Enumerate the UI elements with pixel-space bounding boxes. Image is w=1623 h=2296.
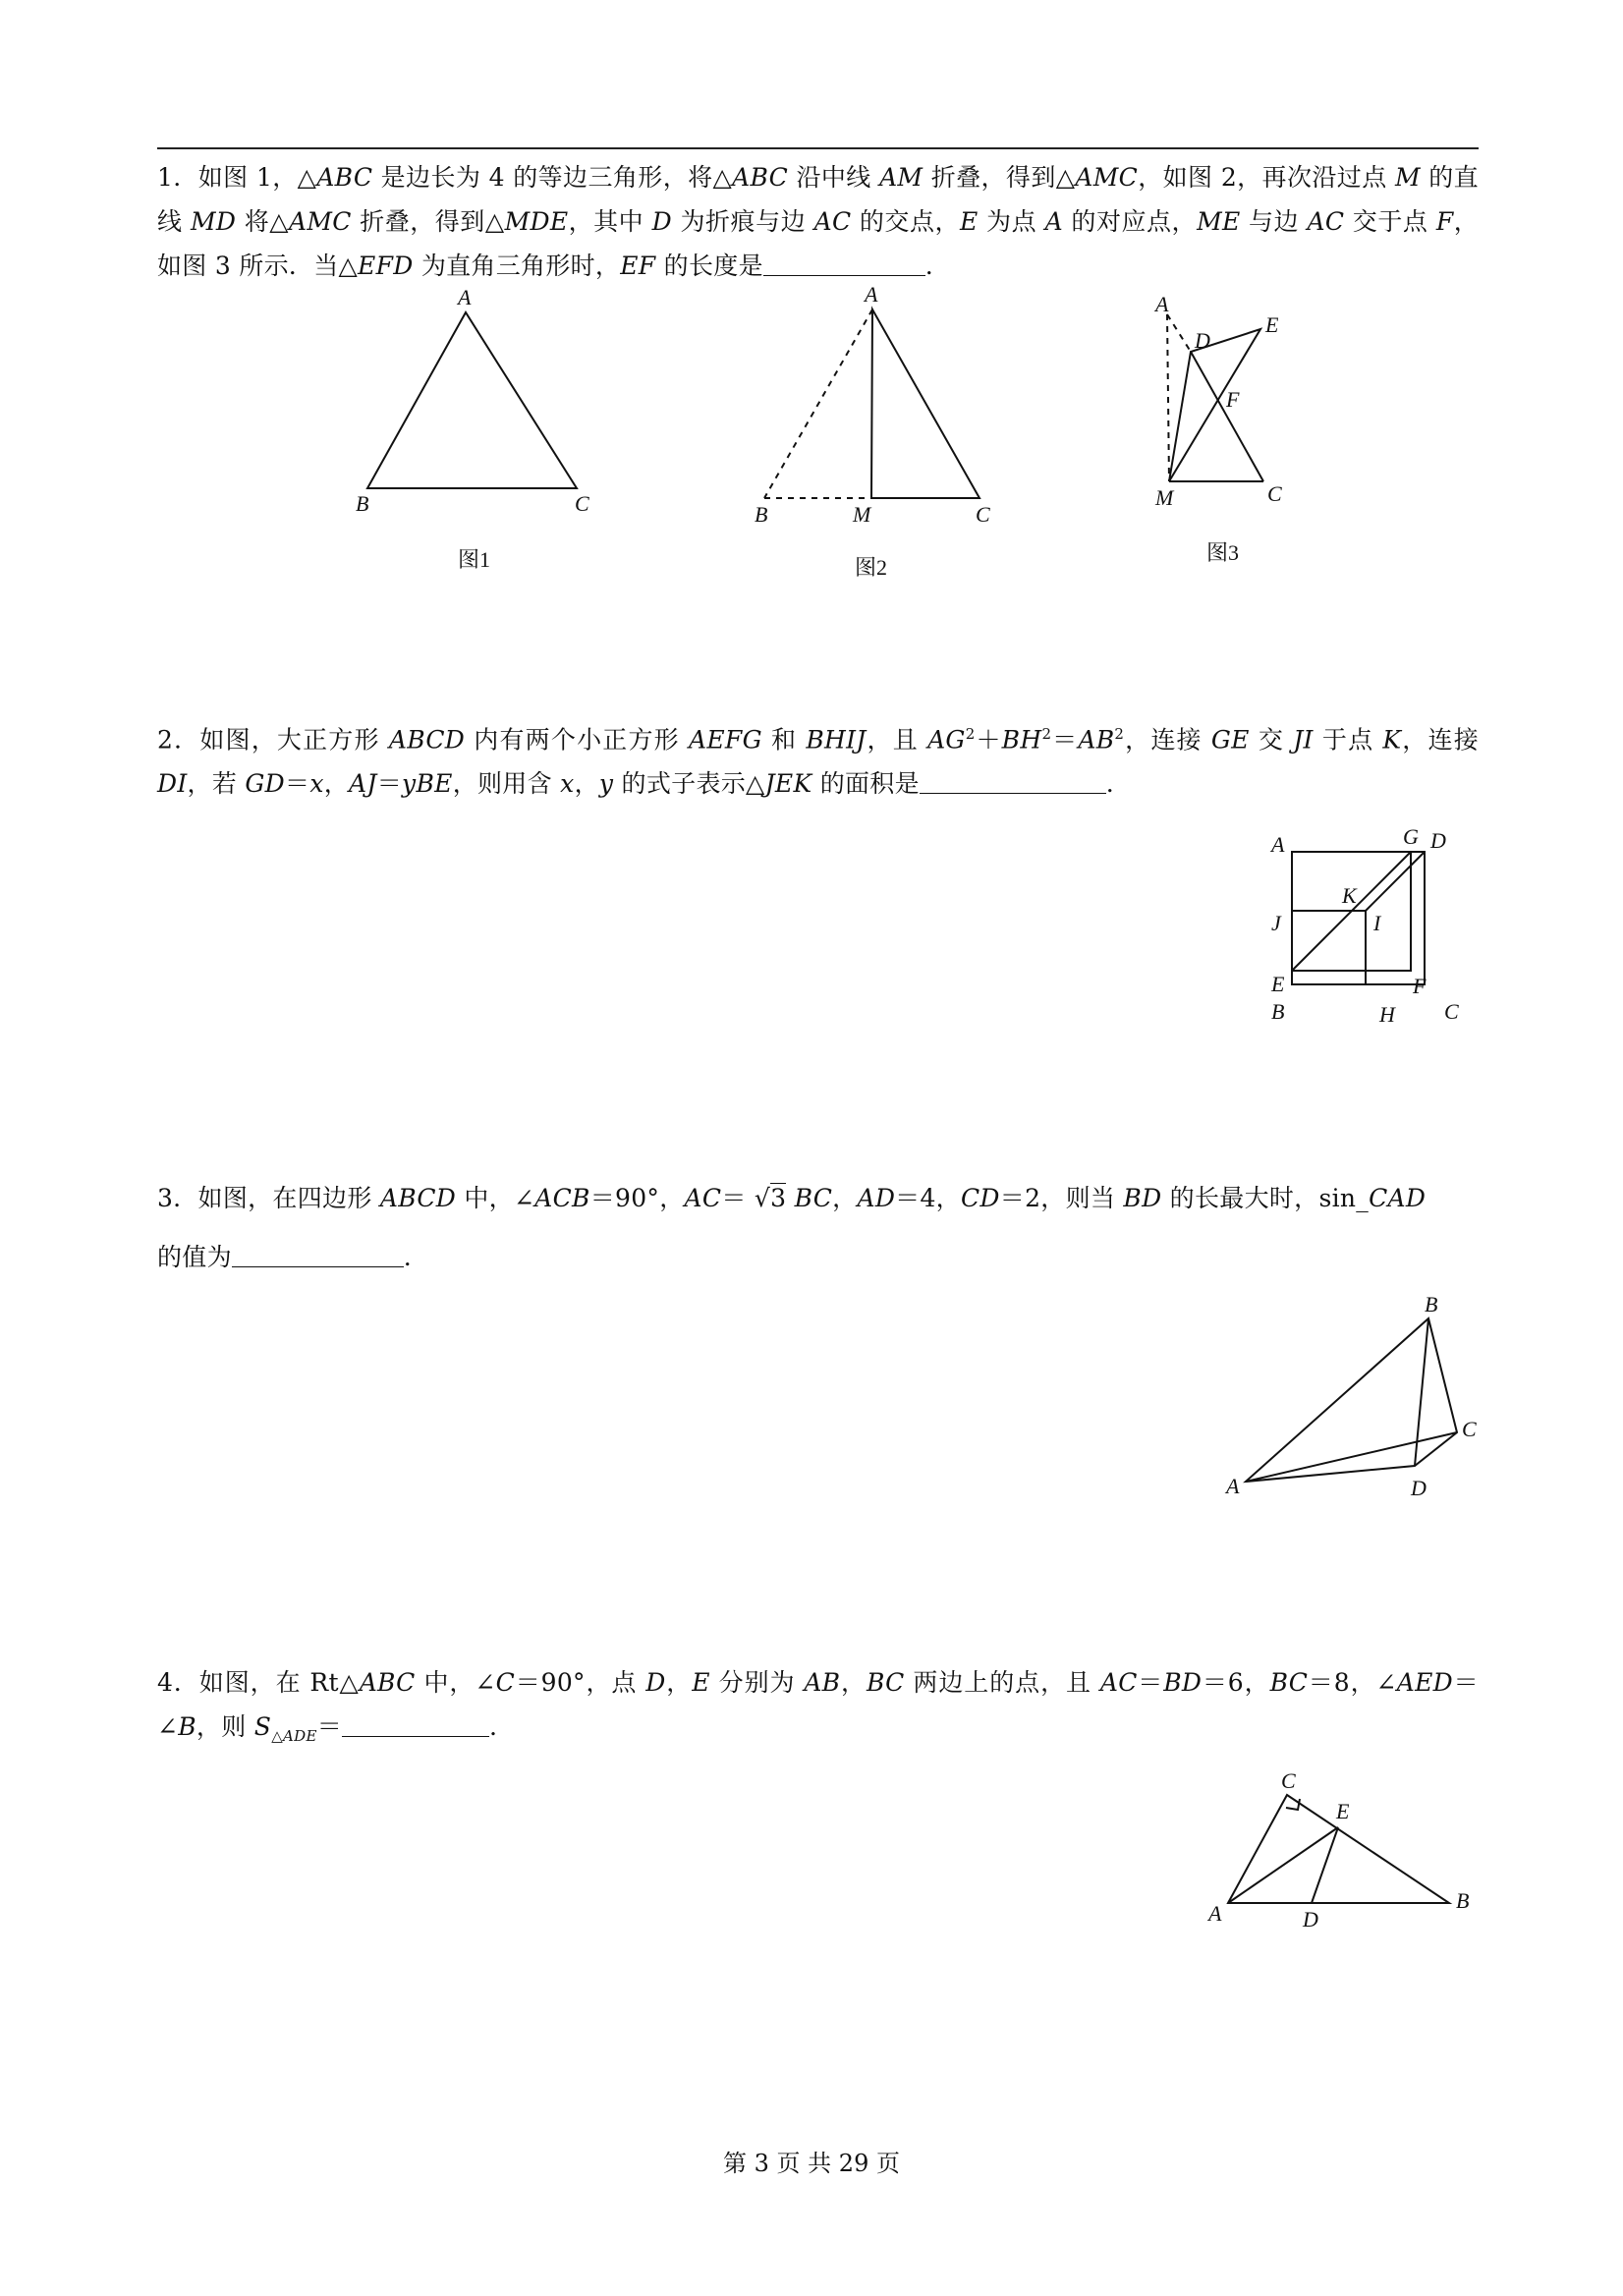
answer-blank-1[interactable] [763,251,925,276]
figure-2-caption: 图2 [855,555,888,580]
triangle-amc [871,309,979,498]
label-a: A [865,282,878,307]
label-a: A [1208,1901,1222,1926]
label-b: B [755,502,768,527]
label-c: C [976,502,990,527]
question-3: 3．如图，在四边形 ABCD 中，∠ACB＝90°，AC＝ √3 BC，AD＝4，CD＝2，则当 BD 的长最大时，sin_CAD 的值为 ． [157,1184,1427,1271]
label-c: C [1267,481,1282,506]
question-4: 4．如图，在 Rt△ABC 中，∠C＝90°，点 D，E 分别为 AB，BC 两边上的点，且 AC＝BD＝6，BC＝8，∠AED＝∠B，则 $S_{\triangle ADE}=$ ． [157,1668,1479,1745]
label-e: E [1265,312,1279,337]
label-d: D [1303,1907,1318,1932]
label-f: F [1226,387,1240,412]
figure-q2-squares [1258,820,1493,1036]
label-a: A [1155,292,1169,316]
label-b: B [356,491,369,516]
answer-blank-4[interactable] [342,1711,489,1737]
label-d: D [1430,828,1446,853]
label-m: M [1155,485,1174,510]
label-b: B [1456,1888,1470,1913]
label-c: C [1444,999,1459,1024]
label-f: F [1413,974,1427,998]
question-1: 1．如图 1，△ABC 是边长为 4 的等边三角形，将△ABC 沿中线 AM 折叠，得到△AMC，如图 2，再次沿过点 M 的直线 MD 将△AMC 折叠，得到△MDE，其中 D 为折痕与边 AC 的交点，E 为点 A 的对应点，ME 与边 AC 交于点 F，如图 3 所示．当△EFD 为直角三角形时，EF 的长度是 ． [157,163,1480,280]
figure-3-double-fold [1140,285,1307,580]
figure-1-equilateral-triangle [334,285,629,589]
label-a: A [1226,1474,1240,1498]
label-a: A [1271,832,1285,857]
label-c: C [1281,1768,1296,1793]
label-d: D [1195,328,1210,353]
figure-q4-right-triangle [1199,1764,1493,1940]
figure-2-folded-triangle [737,280,1012,594]
figure-q3-quadrilateral [1218,1287,1493,1513]
question-2: 2．如图，大正方形 ABCD 内有两个小正方形 AEFG 和 BHIJ，且 $AG^2+BH^2=AB^2$，连接 GE 交 JI 于点 K，连接 DI，若 GD＝x，AJ＝yBE，则用含 x，y 的式子表示△JEK 的面积是 ． [157,725,1480,799]
header-rule [157,147,1479,149]
label-g: G [1403,824,1419,849]
figure-1-caption: 图1 [458,547,491,572]
label-b: B [1271,999,1285,1024]
label-c: C [1462,1417,1477,1441]
label-c: C [575,491,589,516]
label-h: H [1379,1002,1395,1027]
triangle-mde [1169,329,1260,481]
label-e: E [1271,972,1285,996]
answer-blank-2[interactable] [920,768,1106,794]
page-footer: 第 3 页 共 29 页 [723,2150,900,2177]
label-i: I [1373,911,1381,935]
triangle-abc [367,312,577,488]
label-j: J [1271,911,1281,935]
label-a: A [458,285,472,309]
sqrt-3: √3 [754,1184,787,1212]
label-e: E [1336,1799,1350,1823]
label-m: M [853,502,871,527]
figure-3-caption: 图3 [1206,540,1240,565]
label-k: K [1342,883,1357,908]
answer-blank-3[interactable] [232,1242,404,1267]
label-b: B [1425,1292,1438,1316]
label-d: D [1411,1476,1427,1500]
square-bhij [1292,911,1366,984]
